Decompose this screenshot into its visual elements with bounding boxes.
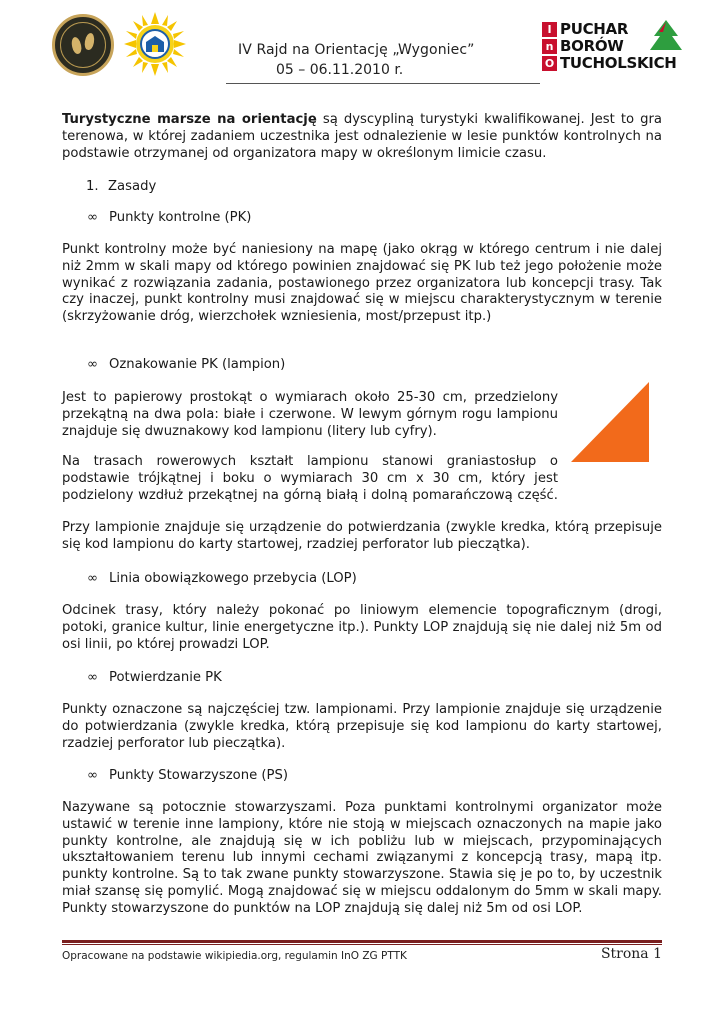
sun-logo (124, 12, 186, 76)
logo-word-2: BORÓW (560, 37, 624, 55)
event-title: IV Rajd na Orientację „Wygoniec” (238, 42, 475, 58)
club-logo-footprints (52, 14, 114, 76)
bullet-symbol: ∞ (87, 571, 98, 586)
paragraph-lop: Odcinek trasy, który należy pokonać po liniowym elemencie topograficznym (drogi, potoki, granice kultur, linie energetyczne itp.). Punkty LOP znajdują się nie dalej niż 5m od osi linii, po której prowadzi LOP. (62, 603, 662, 652)
bullet-symbol: ∞ (87, 768, 98, 783)
section-number: 1. (86, 179, 99, 194)
bullet-title: Potwierdzanie PK (109, 670, 222, 685)
bullet-potwierdzanie (87, 670, 222, 687)
footer-source: Opracowane na podstawie wikipiedia.org, regulamin InO ZG PTTK (62, 950, 407, 962)
logo-letter-3: O (542, 56, 557, 71)
section-title: Zasady (108, 179, 157, 194)
bullet-lop (87, 571, 357, 588)
paragraph-potwierdzanie: Punkty oznaczone są najczęściej tzw. lampionami. Przy lampionie znajduje się urządzenie do potwierdzania (zwykle kredka, którą przepisuje się kod lampionu do karty startowej, rzadziej perforator lub pieczątka). (62, 702, 662, 751)
bullet-title: Linia obowiązkowego przebycia (LOP) (109, 571, 357, 586)
bullet-title: Punkty kontrolne (PK) (109, 210, 252, 225)
bullet-title: Punkty Stowarzyszone (PS) (109, 768, 289, 783)
page-number: Strona 1 (600, 946, 662, 962)
header-divider (226, 83, 540, 84)
footer-rule-thin (62, 944, 662, 945)
paragraph-ps: Nazywane są potocznie stowarzyszami. Poza punktami kontrolnymi organizator może ustawić w terenie inne lampiony, które nie stoją w miejscach oznaczonych na mapie jako punkty kontrolne, ale znajdują się w ich pobliżu lub w miejscach, przypominających ukształtowaniem terenu lub innymi cechami związanymi z koncepcją trasy, mapą itp. punkty kontrolne. Są to tak zwane punkty stowarzyszone. Stawia się je po to, by uczestnik miał szansę się pomylić. Mogą znajdować się w miejscu oddalonym do 5mm w skali mapy. Punkty stowarzyszone do punktów na LOP znajdują się dalej niż 5m od osi LOP. (62, 800, 662, 916)
bullet-title: Oznakowanie PK (lampion) (109, 357, 286, 372)
logo-word-3: TUCHOLSKICH (560, 54, 677, 72)
bullet-punkty-kontrolne (87, 210, 251, 227)
lampion-2-text: Na trasach rowerowych kształt lampionu stanowi graniastosłup o podstawie trójkątnej i boku o wymiarach 30 cm x 30 cm, który jest podzielony wzdłuż przekątnej na górną białą i dolną pomarańczową część. (62, 454, 558, 503)
bullet-symbol: ∞ (87, 670, 98, 685)
page-header (0, 0, 724, 100)
intro-bold: Turystyczne marsze na orientację (62, 112, 317, 127)
logo-letter-1: I (542, 22, 557, 37)
lampion-flag-image (571, 382, 649, 462)
paragraph-lampion-1: Jest to papierowy prostokąt o wymiarach około 25-30 cm, przedzielony przekątną na dwa pola: białe i czerwone. W lewym górnym rogu lampionu znajduje się dwuznakowy kod lampionu (litery lub cyfry). (62, 390, 558, 439)
intro-text: są dyscypliną turystyki kwalifikowanej. Jest to gra terenowa, w której zadaniem uczestnika jest odnalezienie w lesie punktów kontrolnych na podstawie otrzymanej od organizatora mapy w określonym limicie czasu. (62, 112, 662, 161)
bullet-symbol: ∞ (87, 210, 98, 225)
logo-word-1: PUCHAR (560, 20, 629, 38)
section-heading-zasady (86, 179, 156, 196)
bullet-oznakowanie (87, 357, 285, 374)
intro-paragraph (62, 112, 662, 162)
tree-icon (646, 20, 686, 58)
paragraph-lampion-3: Przy lampionie znajduje się urządzenie do potwierdzania (zwykle kredka, którą przepisuje się kod lampionu do karty startowej, rzadziej perforator lub pieczątka). (62, 520, 662, 552)
puchar-borow-tucholskich-logo (542, 20, 687, 74)
bullet-punkty-stowarzyszone (87, 768, 288, 785)
bullet-symbol: ∞ (87, 357, 98, 372)
paragraph-pk: Punkt kontrolny może być naniesiony na mapę (jako okrąg w którego centrum i nie dalej niż 2mm w skali mapy od którego powinien znajdować się PK lub też jego położenie może wynikać z rozwiązania zadania, postawionego przez organizatora lub koncepcji trasy. Tak czy inaczej, punkt kontrolny musi znajdować się w miejscu charakterystycznym w terenie (skrzyżowanie dróg, wierzchołek wzniesienia, most/przepust itp.) (62, 242, 662, 325)
event-dates: 05 – 06.11.2010 r. (276, 62, 404, 78)
logo-letter-2: n (542, 39, 557, 54)
footer-rule-thick (62, 940, 662, 943)
logo-ring (60, 22, 106, 68)
